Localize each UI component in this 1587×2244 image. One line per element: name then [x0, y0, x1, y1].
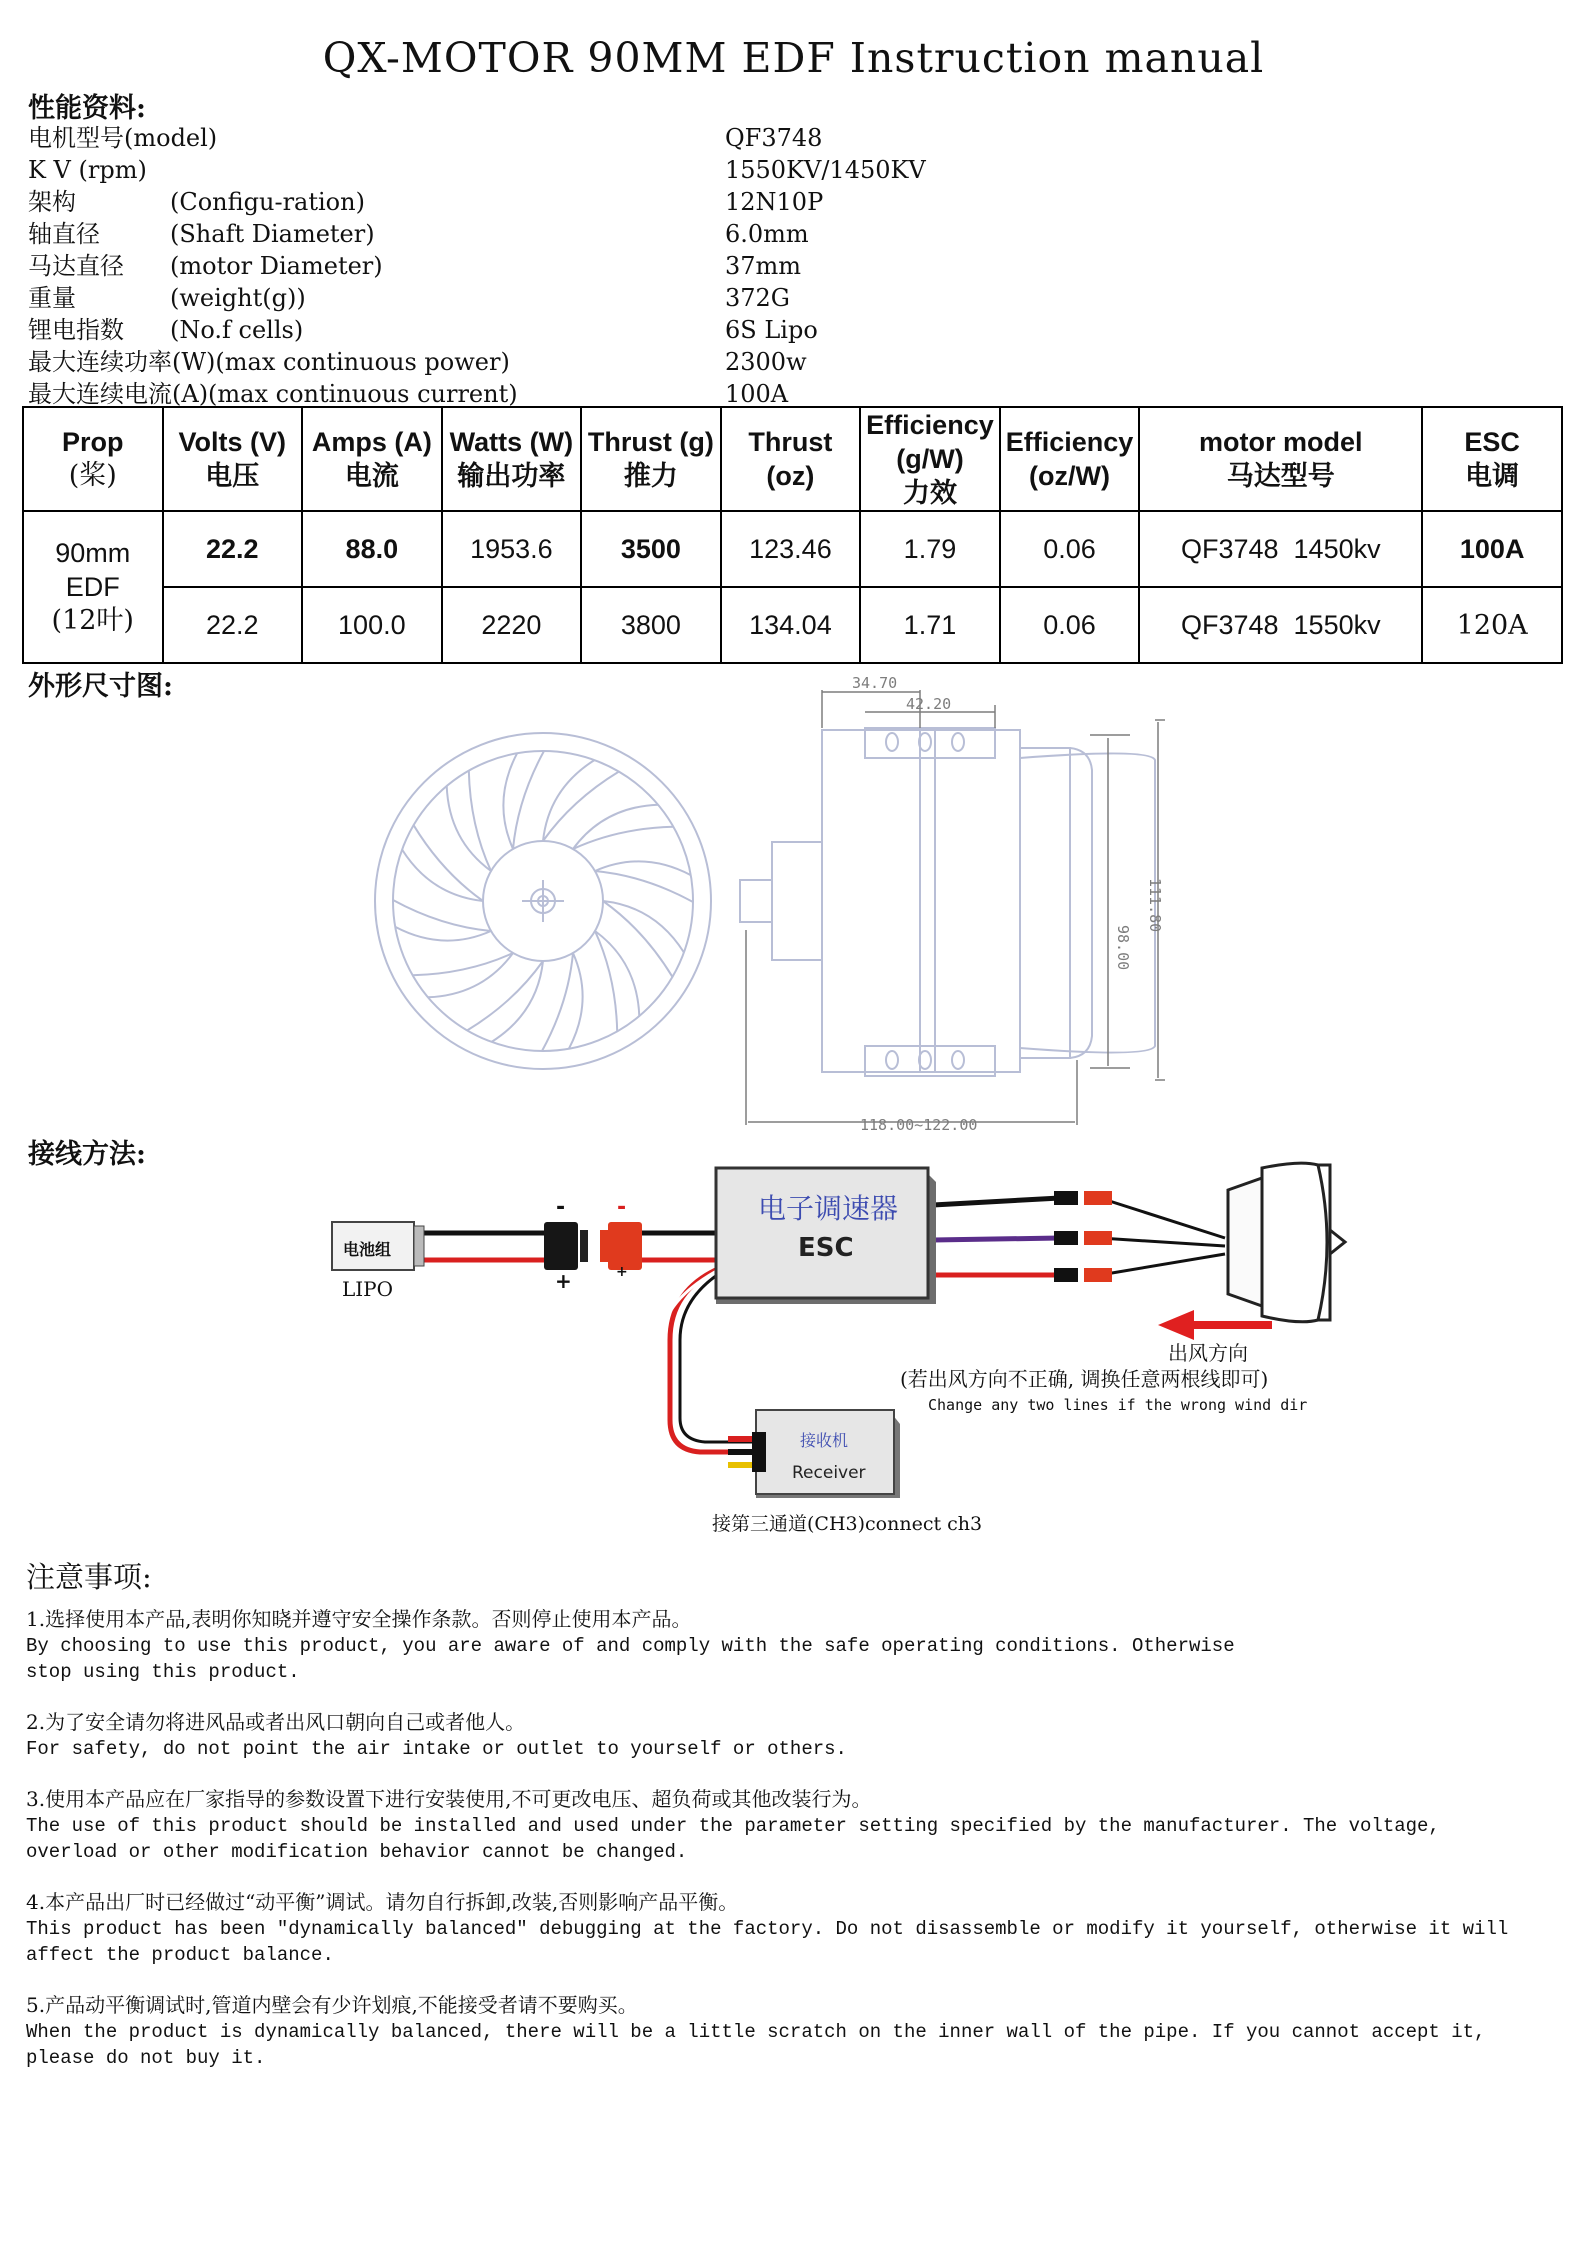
note-text-en: For safety, do not point the air intake or outlet to yourself or others.: [26, 1738, 847, 1760]
phase-wire-black: [933, 1198, 1060, 1205]
fan-blade: [428, 953, 513, 997]
prop-type: EDF: [65, 572, 120, 602]
battery-label-en: LIPO: [342, 1277, 394, 1301]
dimension-drawing: [360, 660, 1200, 1140]
minus-sign: -: [617, 1195, 627, 1220]
header-thrust-g: [581, 407, 721, 511]
header-watts: [442, 407, 582, 511]
cell-esc: 100A: [1422, 511, 1562, 587]
dim-label: 42.20: [906, 695, 952, 713]
esc-label-en: ESC: [798, 1233, 854, 1263]
header-label-cn: 马达型号: [1226, 461, 1335, 491]
note-text-cn: 1.选择使用本产品,表明你知晓并遵守安全操作条款。否则停止使用本产品。: [26, 1607, 692, 1631]
note-text-en: The use of this product should be installed and used under the parameter setting specified by the manufacturer. The voltage, overload or other modification behavior cannot be changed.: [26, 1815, 1440, 1863]
note-text-en: By choosing to use this product, you are aware of and comply with the safe operating conditions. Otherwise stop using this product.: [26, 1635, 1235, 1683]
fan-blade-edge: [413, 953, 513, 975]
note-item: [26, 1889, 1556, 1968]
page-title: QX-MOTOR 90MM EDF Instruction manual: [322, 34, 1265, 82]
spec-row: [28, 282, 1028, 314]
cell-amps: 88.0: [302, 511, 442, 587]
spec-row: [28, 218, 1028, 250]
spec-label-en: (Shaft Diameter): [170, 220, 375, 248]
header-label: Watts (W): [449, 427, 574, 457]
spec-label: 最大连续功率(W)(max continuous power): [28, 348, 510, 376]
header-label: Volts (V): [178, 427, 287, 457]
side-view: [740, 728, 1155, 1076]
dimension-lines: [746, 690, 1165, 1125]
header-prop: [23, 407, 163, 511]
airflow-note-cn: (若出风方向不正确, 调换任意两根线即可): [900, 1367, 1269, 1391]
note-text-cn: 5.产品动平衡调试时,管道内壁会有少许划痕,不能接受者请不要购买。: [26, 1993, 638, 2017]
notes-heading: 注意事项:: [26, 1560, 152, 1594]
spec-label: 架构: [28, 188, 76, 216]
servo-lead: [728, 1449, 752, 1455]
bullet-connector: [1084, 1191, 1112, 1205]
airflow-label: 出风方向: [1168, 1341, 1248, 1365]
spec-row: [28, 122, 1028, 154]
performance-table: [22, 406, 1563, 664]
table-row: [23, 587, 1562, 663]
header-label-cn: 电调: [1465, 461, 1520, 491]
spec-row: [28, 186, 1028, 218]
note-item: [26, 1992, 1556, 2071]
cell-efficiency-gw: 1.71: [860, 587, 1000, 663]
esc-label-cn: 电子调速器: [758, 1192, 899, 1225]
spec-value: 37mm: [725, 252, 802, 280]
spec-label: 最大连续电流(A)(max continuous current): [28, 380, 518, 408]
airflow-note-en: Change any two lines if the wrong wind dir: [928, 1396, 1308, 1414]
motor-lead: [1100, 1254, 1225, 1275]
spec-value: 2300w: [725, 348, 807, 376]
wiring-diagram: [320, 1150, 1370, 1550]
fan-blade: [603, 901, 684, 952]
bullet-connector: [1084, 1268, 1112, 1282]
cell-thrust-oz: 123.46: [721, 511, 861, 587]
header-efficiency-gw: [860, 407, 1000, 511]
header-label: Efficiency: [1005, 427, 1134, 457]
cell-watts: 2220: [442, 587, 582, 663]
servo-lead: [728, 1436, 752, 1442]
fan-blade-edge: [573, 827, 673, 849]
edf-unit: [1228, 1163, 1345, 1322]
spec-label-en: (Configu-ration): [170, 188, 365, 216]
edf-spinner: [1330, 1230, 1345, 1254]
notes-section: [26, 1555, 1556, 2095]
cell-thrust-g: 3800: [581, 587, 721, 663]
prop-size: 90mm: [55, 538, 131, 568]
spec-value: 12N10P: [725, 188, 824, 216]
motor-cap: [772, 842, 822, 960]
header-label: Thrust: [748, 427, 833, 457]
receiver: [728, 1410, 900, 1498]
esc: [716, 1168, 936, 1304]
battery-plug: [414, 1226, 424, 1266]
esc-connector-tip: [600, 1230, 608, 1262]
fan-blade-edge: [393, 900, 491, 931]
header-motor-model: [1139, 407, 1422, 511]
header-label: Efficiency: [866, 410, 994, 440]
mount-hole: [886, 733, 898, 751]
cell-motor-model: QF3748 1550kv: [1139, 587, 1422, 663]
spec-label-en: (motor Diameter): [170, 252, 383, 280]
spec-value: 1550KV/1450KV: [725, 156, 926, 184]
spec-label: K V (rpm): [28, 156, 147, 184]
fan-blade-edge: [595, 871, 693, 902]
spec-row: [28, 250, 1028, 282]
esc-connector: [608, 1222, 642, 1270]
header-label-2: (oz/W): [1029, 461, 1110, 491]
header-label: motor model: [1199, 427, 1363, 457]
dim-label: 118.00~122.00: [860, 1116, 978, 1134]
fan-blade: [573, 805, 658, 849]
spec-label: 马达直径: [28, 252, 124, 280]
header-esc: [1422, 407, 1562, 511]
bullet-connector: [1054, 1268, 1078, 1282]
power-connectors: [544, 1195, 642, 1293]
spec-label: 重量: [28, 284, 76, 312]
battery-connector-tip: [580, 1230, 588, 1262]
cell-esc: 120A: [1422, 587, 1562, 663]
fan-blade-edge: [414, 825, 483, 901]
cell-efficiency-ozw: 0.06: [1000, 511, 1140, 587]
spec-label-en: (weight(g)): [170, 284, 306, 312]
bullet-connector: [1054, 1191, 1078, 1205]
cell-amps: 100.0: [302, 587, 442, 663]
plus-sign: +: [555, 1269, 572, 1293]
mount-hole: [952, 1051, 964, 1069]
spec-value: 6.0mm: [725, 220, 809, 248]
receiver-label-en: Receiver: [792, 1463, 866, 1483]
spec-label: 锂电指数: [28, 316, 124, 344]
servo-lead: [728, 1462, 752, 1468]
header-label: Prop: [62, 427, 124, 457]
receiver-label-cn: 接收机: [800, 1431, 849, 1450]
fan-blade-edge: [467, 961, 543, 1030]
header-label: Amps (A): [311, 427, 432, 457]
bullet-connector: [1084, 1231, 1112, 1245]
ch3-label: 接第三通道(CH3)connect ch3: [712, 1513, 983, 1535]
dim-label: 34.70: [852, 674, 898, 692]
header-label-cn: 推力: [623, 461, 678, 491]
header-label-cn: 输出功率: [457, 461, 566, 491]
fan-blade-edge: [542, 953, 573, 1051]
fan-blade: [447, 786, 491, 871]
dim-label: 98.00: [1114, 925, 1132, 971]
bullet-connectors: [1054, 1191, 1112, 1282]
wiring-heading: 接线方法:: [28, 1139, 146, 1170]
cell-thrust-oz: 134.04: [721, 587, 861, 663]
fan-blade-edge: [603, 901, 672, 977]
mount-hole: [886, 1051, 898, 1069]
note-text-cn: 2.为了安全请勿将进风品或者出风口朝向自己或者他人。: [26, 1710, 526, 1734]
note-item: [26, 1786, 1556, 1865]
header-label-2: (g/W): [896, 444, 964, 474]
fan-blade-edge: [543, 772, 619, 841]
header-label-cn: (桨): [68, 460, 117, 491]
plus-sign: +: [616, 1264, 628, 1280]
airflow-indicator: [900, 1310, 1307, 1414]
spec-label: 轴直径: [28, 220, 100, 248]
cell-thrust-g: 3500: [581, 511, 721, 587]
cell-efficiency-ozw: 0.06: [1000, 587, 1140, 663]
battery-connector: [544, 1222, 578, 1270]
cell-motor-model: QF3748 1450kv: [1139, 511, 1422, 587]
fan-blade: [595, 931, 639, 1016]
spec-label: 电机型号(model): [28, 124, 218, 152]
bullet-connector: [1054, 1231, 1078, 1245]
dim-label: 111.80: [1146, 878, 1164, 933]
fan-blade-edge: [469, 771, 491, 871]
edf-motor: [1228, 1178, 1262, 1306]
dimensions-heading: 外形尺寸图:: [28, 671, 173, 702]
cell-volts: 22.2: [163, 511, 303, 587]
header-label-cn: 电流: [344, 461, 399, 491]
phase-wire-purple: [933, 1238, 1060, 1240]
note-text-en: When the product is dynamically balanced, there will be a little scratch on the inner wall of the pipe. If you cannot accept it, please do not buy it.: [26, 2021, 1486, 2069]
note-text-en: This product has been "dynamically balanced" debugging at the factory. Do not disassemble or modify it yourself, otherwise it will affect the product balance.: [26, 1918, 1509, 1966]
cell-volts: 22.2: [163, 587, 303, 663]
note-item: [26, 1606, 1556, 1685]
header-amps: [302, 407, 442, 511]
receiver-plug: [752, 1432, 766, 1472]
table-header-row: [23, 407, 1562, 511]
header-label: ESC: [1464, 427, 1520, 457]
spec-value: 100A: [725, 380, 789, 408]
motor-lead: [1100, 1238, 1225, 1246]
fan-blade: [402, 850, 483, 901]
fan-blade-edge: [595, 931, 617, 1031]
edf-duct: [1262, 1163, 1330, 1322]
fan-blade: [543, 760, 594, 841]
front-view: [375, 733, 711, 1069]
header-thrust-oz: [721, 407, 861, 511]
table-row: [23, 511, 1562, 587]
spec-row: [28, 314, 1028, 346]
header-efficiency-ozw: [1000, 407, 1140, 511]
spec-row: [28, 154, 1028, 186]
note-item: [26, 1709, 1556, 1762]
mount-hole: [952, 733, 964, 751]
header-label-cn: (oz): [766, 461, 815, 491]
prop-blades: (12叶): [51, 605, 134, 636]
cell-watts: 1953.6: [442, 511, 582, 587]
fan-blade-edge: [513, 751, 544, 849]
exhaust-ring: [1070, 748, 1092, 1058]
performance-heading: 性能资料:: [28, 93, 146, 124]
note-text-cn: 4.本产品出厂时已经做过“动平衡”调试。请勿自行拆卸,改装,否则影响产品平衡。: [26, 1890, 739, 1914]
cell-efficiency-gw: 1.79: [860, 511, 1000, 587]
spec-label-en: (No.f cells): [170, 316, 304, 344]
exhaust-cone: [1020, 753, 1155, 1052]
minus-sign: -: [556, 1195, 566, 1220]
header-label-cn: 电压: [205, 461, 260, 491]
battery: [332, 1222, 424, 1301]
header-label: Thrust (g): [587, 427, 714, 457]
spec-row: [28, 346, 1028, 378]
header-label-cn: 力效: [902, 478, 957, 508]
shaft-stub: [740, 880, 772, 922]
spec-value: 372G: [725, 284, 790, 312]
spec-value: 6S Lipo: [725, 316, 818, 344]
prop-cell: [23, 511, 163, 663]
airflow-arrow-head: [1158, 1310, 1194, 1340]
battery-label-cn: 电池组: [343, 1240, 392, 1259]
note-text-cn: 3.使用本产品应在厂家指导的参数设置下进行安装使用,不可更改电压、超负荷或其他改装行为。: [26, 1787, 872, 1811]
motor-lead: [1100, 1198, 1225, 1238]
header-volts: [163, 407, 303, 511]
spec-value: QF3748: [725, 124, 823, 152]
exhaust-lip: [1020, 748, 1070, 1058]
fan-blade: [492, 961, 543, 1042]
spec-list: [28, 122, 1028, 410]
